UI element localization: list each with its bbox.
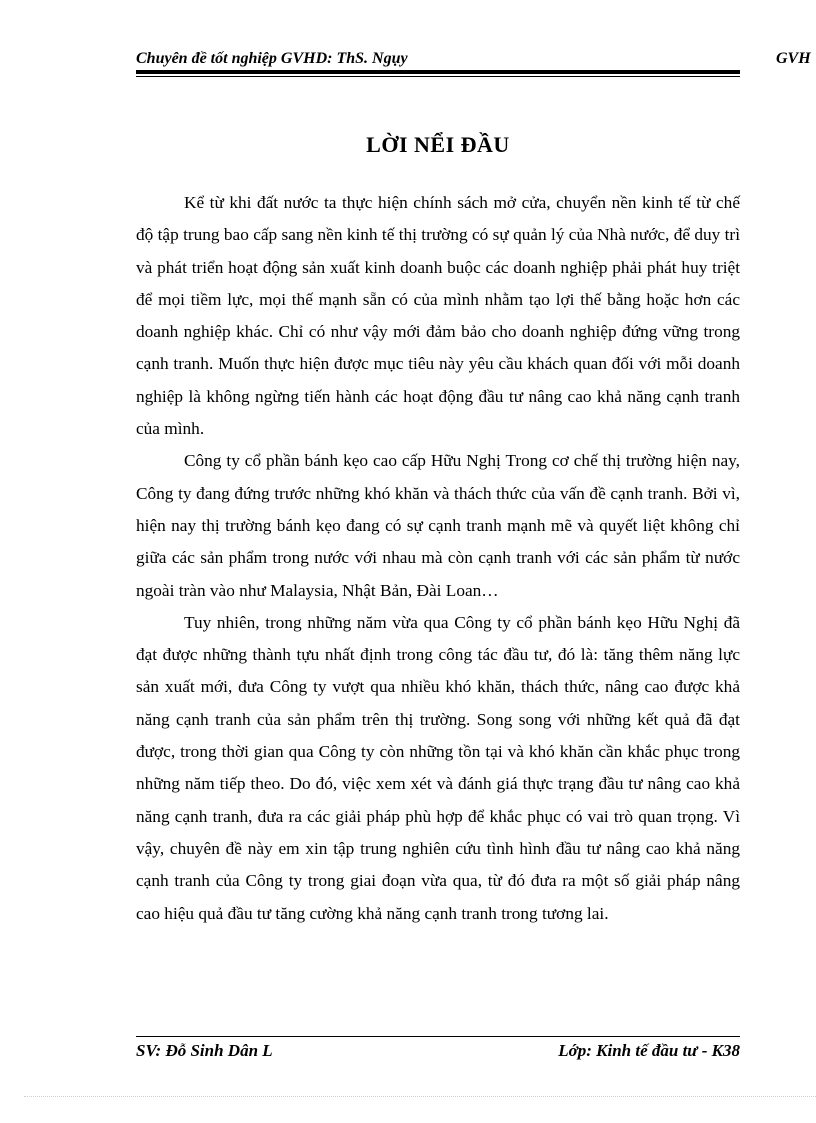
document-body — [136, 187, 740, 930]
header-rule-thick — [136, 70, 740, 74]
header-right-text: GVH — [776, 50, 811, 67]
footer-rule — [136, 1036, 740, 1037]
page-title: LỜI NỂI ĐẦU — [366, 132, 510, 157]
paragraph-3: Tuy nhiên, trong những năm vừa qua Công ty cổ phần bánh kẹo Hữu Nghị đã đạt được những thành tựu nhất định trong công tác đầu tư, đó là: tăng thêm năng lực sản xuất mới, đưa Công ty vượt qua nhiều khó khăn, thách thức, nâng cao được khả năng cạnh tranh của sản phẩm trên thị trường. Song song với những kết quả đã đạt được, trong thời gian qua Công ty còn những tồn tại và khó khăn cần khắc phục trong những năm tiếp theo. Do đó, việc xem xét và đánh giá thực trạng đầu tư nâng cao khả năng cạnh tranh, đưa ra các giải pháp phù hợp để khắc phục có vai trò quan trọng. Vì vậy, chuyên đề này em xin tập trung nghiên cứu tình hình đầu tư nâng cao khả năng cạnh tranh của Công ty trong giai đoạn vừa qua, từ đó đưa ra một số giải pháp nâng cao hiệu quả đầu tư tăng cường khả năng cạnh tranh trong tương lai. — [136, 612, 740, 923]
header-rule-thin — [136, 76, 740, 77]
header-left-text: Chuyên đề tốt nghiệp GVHD: ThS. Ngụy — [136, 50, 408, 67]
paragraph-1: Kể từ khi đất nước ta thực hiện chính sách mở cửa, chuyển nền kinh tế từ chế độ tập trung bao cấp sang nền kinh tế thị trường có sự quản lý của Nhà nước, để duy trì và phát triển hoạt động sản xuất kinh doanh buộc các doanh nghiệp phải phát huy triệt để mọi tiềm lực, mọi thế mạnh sẵn có của mình nhằm tạo lợi thế bằng hoặc hơn các doanh nghiệp khác. Chỉ có như vậy mới đảm bảo cho doanh nghiệp đứng vững trong cạnh tranh. Muốn thực hiện được mục tiêu này yêu cầu khách quan đối với mỗi doanh nghiệp là không ngừng tiến hành các hoạt động đầu tư nâng cao khả năng cạnh tranh của mình. — [136, 193, 740, 439]
paragraph-2: Công ty cổ phần bánh kẹo cao cấp Hữu Nghị Trong cơ chế thị trường hiện nay, Công ty đang đứng trước những khó khăn và thách thức của vấn đề cạnh tranh. Bởi vì, hiện nay thị trường bánh kẹo đang có sự cạnh tranh mạnh mẽ và quyết liệt không chỉ giữa các sản phẩm trong nước với nhau mà còn cạnh tranh với các sản phẩm từ nước ngoài tràn vào như Malaysia, Nhật Bản, Đài Loan… — [136, 451, 740, 600]
footer-class: Lớp: Kinh tế đầu tư - K38 — [558, 1041, 740, 1060]
page-edge-divider — [24, 1096, 816, 1097]
footer-student: SV: Đỗ Sinh Dân L — [136, 1041, 273, 1060]
